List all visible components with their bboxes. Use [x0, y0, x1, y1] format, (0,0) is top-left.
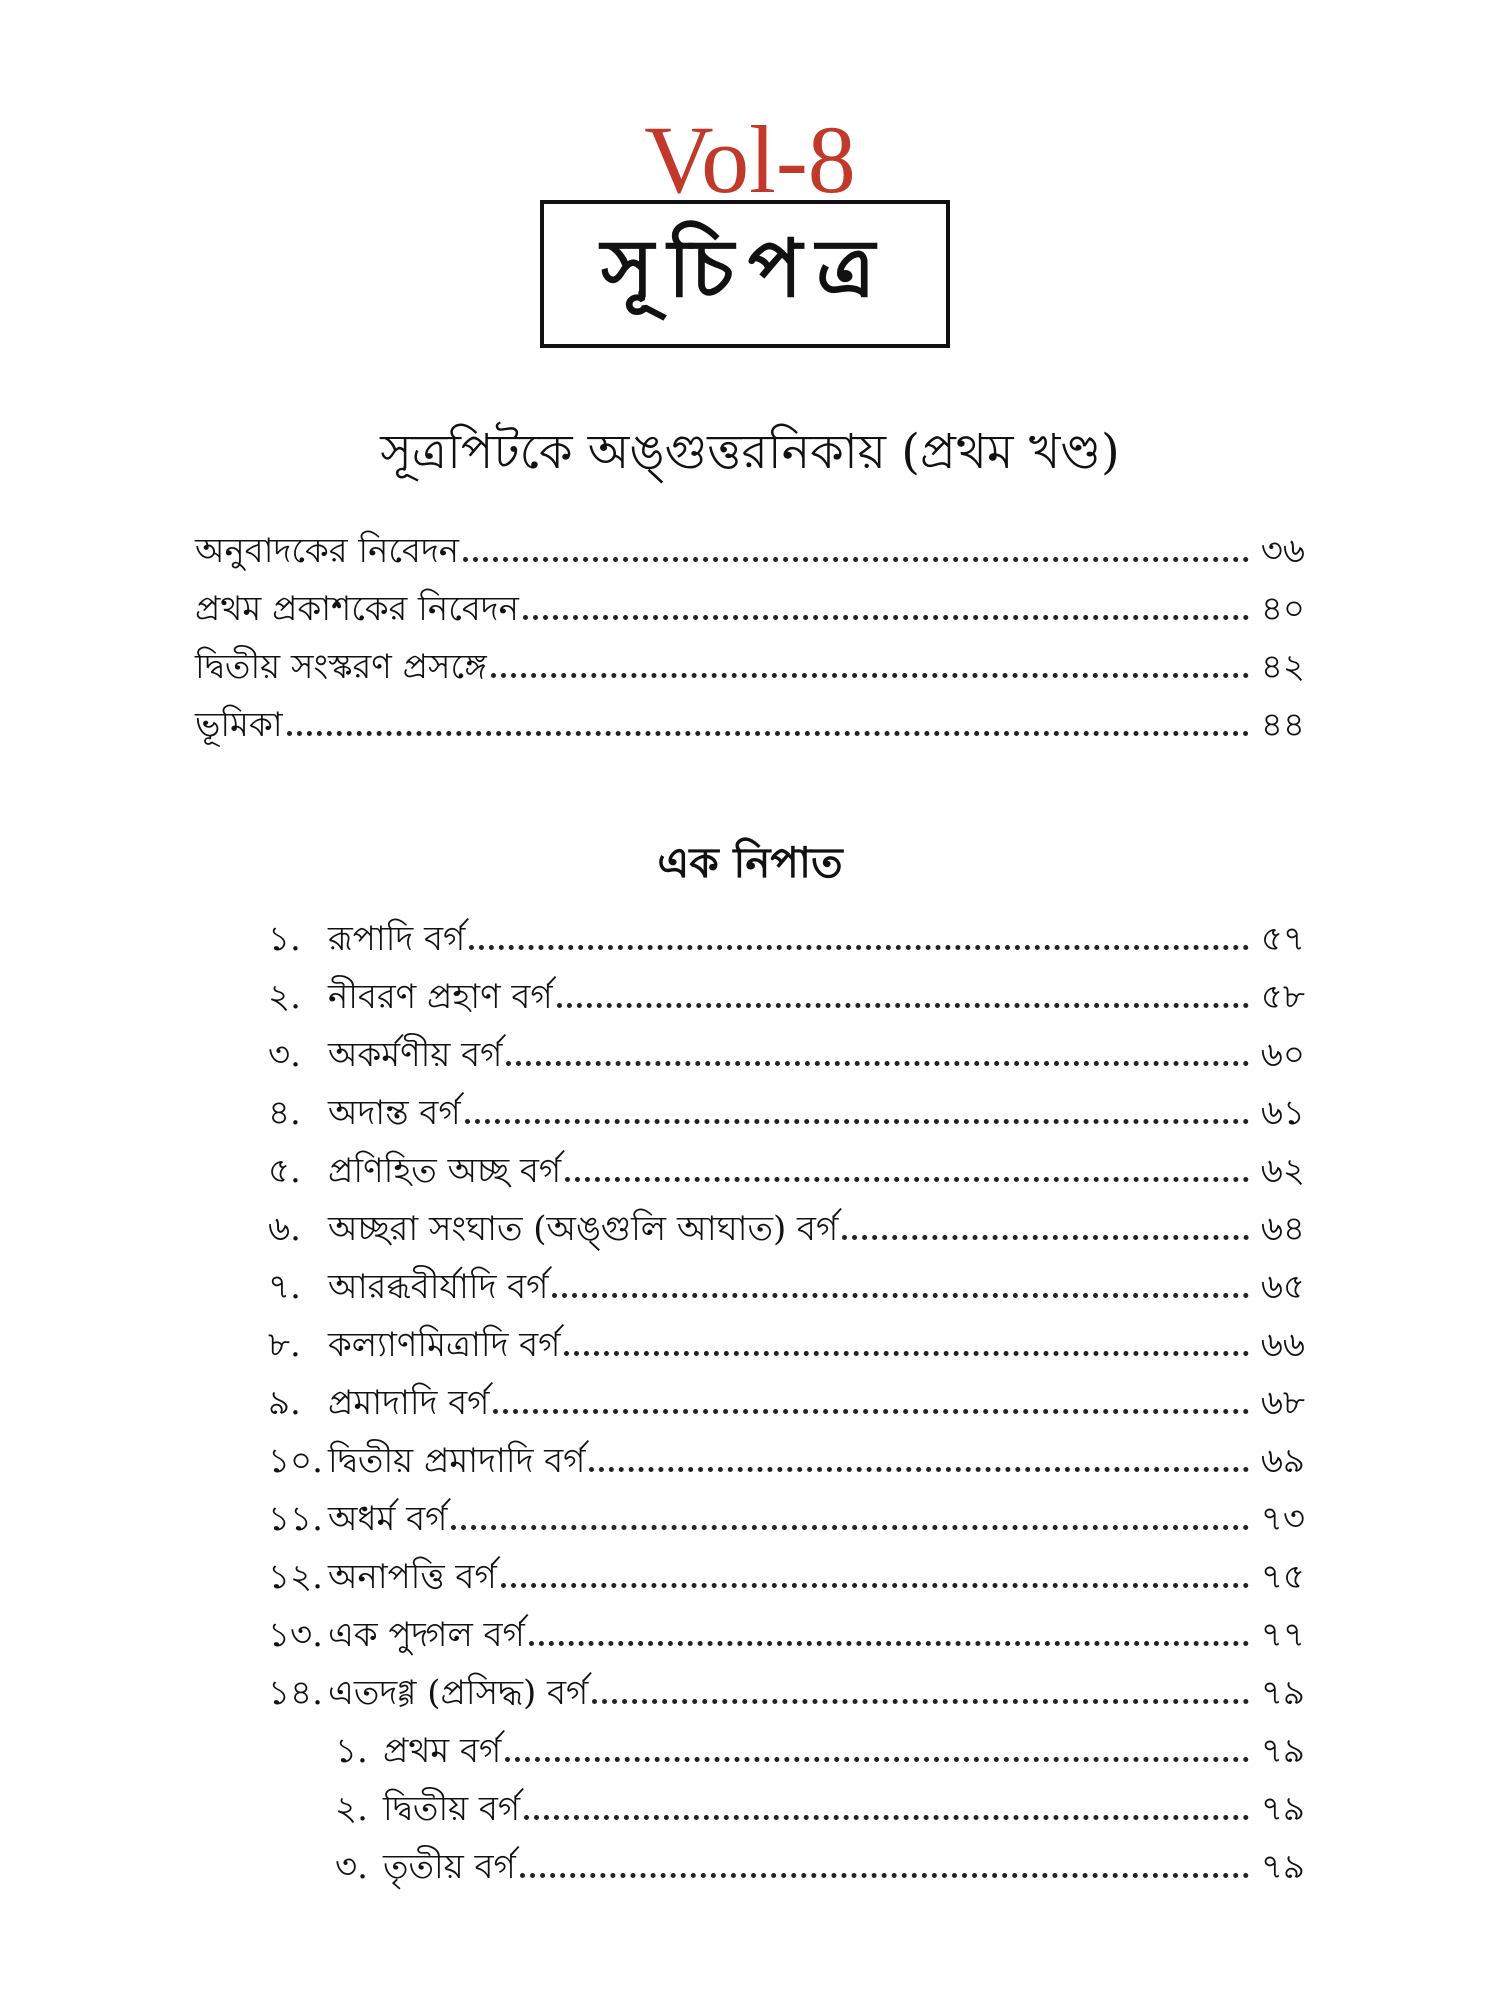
toc-entry-page-number: ৭৯ [1260, 1847, 1305, 1887]
dot-leader [451, 1525, 1249, 1530]
toc-entry-title: প্রমাদাদি বর্গ [328, 1383, 490, 1423]
dot-leader [589, 1467, 1249, 1472]
toc-entry-page-number: ৬৪ [1260, 1209, 1305, 1249]
chapter-entry[interactable] [268, 1084, 1305, 1142]
front-matter-entry[interactable] [195, 696, 1305, 754]
chapter-entry[interactable] [268, 1664, 1305, 1722]
toc-entry-number: ১. [335, 1731, 368, 1771]
toc-entry-number: ৭. [268, 1267, 301, 1307]
front-matter-entry[interactable] [195, 638, 1305, 696]
chapter-entry[interactable] [268, 1432, 1305, 1490]
toc-entry-number: ১০. [268, 1441, 323, 1481]
section-heading: এক নিপাত [657, 838, 843, 887]
chapter-entry[interactable] [268, 1490, 1305, 1548]
toc-entry-title: প্রণিহিত অচ্ছ বর্গ [328, 1151, 562, 1191]
toc-entry-page-number: ৫৮ [1260, 977, 1305, 1017]
toc-entry-number: ১৩. [268, 1615, 323, 1655]
dot-leader [287, 731, 1249, 736]
front-matter-list [195, 522, 1305, 754]
toc-entry-page-number: ৭৫ [1260, 1557, 1305, 1597]
toc-entry-page-number: ৭৭ [1260, 1615, 1305, 1655]
toc-entry-number: ২. [268, 977, 301, 1017]
dot-leader [564, 1351, 1249, 1356]
toc-entry-page-number: ৬২ [1260, 1151, 1305, 1191]
toc-entry-number: ৩. [335, 1847, 368, 1887]
dot-leader [465, 1119, 1249, 1124]
dot-leader [529, 1641, 1249, 1646]
toc-entry-title: এক পুদ্গল বর্গ [328, 1615, 525, 1655]
chapter-entry[interactable] [268, 1026, 1305, 1084]
dot-leader [557, 1003, 1249, 1008]
toc-entry-page-number: ৭৯ [1260, 1731, 1305, 1771]
toc-entry-title: তৃতীয় বর্গ [383, 1847, 516, 1887]
toc-entry-page-number: ৪৪ [1260, 705, 1305, 745]
chapter-entry[interactable] [268, 1606, 1305, 1664]
dot-leader [592, 1699, 1249, 1704]
dot-leader [506, 1061, 1249, 1066]
toc-entry-page-number: ৩৬ [1260, 531, 1305, 571]
toc-entry-page-number: ৬১ [1260, 1093, 1305, 1133]
chapter-entry[interactable] [268, 1258, 1305, 1316]
dot-leader [463, 557, 1249, 562]
toc-entry-title: রূপাদি বর্গ [328, 919, 466, 959]
toc-entry-title: প্রথম প্রকাশকের নিবেদন [195, 589, 519, 629]
toc-entry-number: ১৪. [268, 1673, 323, 1713]
toc-entry-title: দ্বিতীয় বর্গ [383, 1789, 521, 1829]
toc-entry-page-number: ৬০ [1260, 1035, 1305, 1075]
book-heading: সূত্রপিটকে অঙ্গুত্তরনিকায় (প্রথম খণ্ড) [380, 424, 1120, 480]
toc-entry-page-number: ৪২ [1260, 647, 1305, 687]
toc-entry-title: অদান্ত বর্গ [328, 1093, 461, 1133]
dot-leader [491, 673, 1249, 678]
contents-title-box [540, 200, 950, 348]
dot-leader [505, 1757, 1249, 1762]
toc-entry-title: অকর্মণীয় বর্গ [328, 1035, 503, 1075]
toc-entry-title: দ্বিতীয় সংস্করণ প্রসঙ্গে [195, 647, 487, 687]
toc-entry-title: দ্বিতীয় প্রমাদাদি বর্গ [328, 1441, 586, 1481]
toc-entry-page-number: ৬৮ [1260, 1383, 1305, 1423]
toc-entry-title: অচ্ছরা সংঘাত (অঙ্গুলি আঘাত) বর্গ [328, 1209, 839, 1249]
chapter-entry[interactable] [268, 910, 1305, 968]
dot-leader [469, 945, 1249, 950]
toc-entry-page-number: ৬৯ [1260, 1441, 1305, 1481]
toc-entry-page-number: ৭৩ [1260, 1499, 1305, 1539]
toc-entry-number: ৪. [268, 1093, 301, 1133]
toc-entry-number: ২. [335, 1789, 368, 1829]
toc-entry-page-number: ৭৯ [1260, 1673, 1305, 1713]
toc-entry-number: ১২. [268, 1557, 323, 1597]
contents-title: সূচিপত্র [601, 221, 889, 315]
subchapter-list [335, 1722, 1305, 1896]
chapter-entry[interactable] [268, 1142, 1305, 1200]
toc-entry-page-number: ৪০ [1260, 589, 1305, 629]
front-matter-entry[interactable] [195, 522, 1305, 580]
chapter-entry[interactable] [268, 1316, 1305, 1374]
chapter-entry[interactable] [268, 1200, 1305, 1258]
subchapter-entry[interactable] [335, 1780, 1305, 1838]
toc-entry-number: ৫. [268, 1151, 301, 1191]
dot-leader [524, 1815, 1249, 1820]
dot-leader [552, 1293, 1249, 1298]
dot-leader [842, 1235, 1249, 1240]
toc-entry-number: ৩. [268, 1035, 301, 1075]
chapter-list [268, 910, 1305, 1722]
toc-entry-page-number: ৬৫ [1260, 1267, 1305, 1307]
toc-entry-page-number: ৭৯ [1260, 1789, 1305, 1829]
dot-leader [523, 615, 1249, 620]
dot-leader [501, 1583, 1249, 1588]
dot-leader [493, 1409, 1249, 1414]
toc-entry-title: অনুবাদকের নিবেদন [195, 531, 460, 571]
front-matter-entry[interactable] [195, 580, 1305, 638]
toc-entry-page-number: ৬৬ [1260, 1325, 1305, 1365]
toc-entry-title: আরব্ধবীর্যাদি বর্গ [328, 1267, 549, 1307]
toc-entry-title: এতদগ্গ (প্রসিদ্ধ) বর্গ [328, 1673, 589, 1713]
toc-entry-title: প্রথম বর্গ [383, 1731, 502, 1771]
toc-entry-number: ১. [268, 919, 301, 959]
dot-leader [520, 1873, 1249, 1878]
toc-entry-page-number: ৫৭ [1260, 919, 1305, 959]
subchapter-entry[interactable] [335, 1722, 1305, 1780]
toc-entry-number: ৯. [268, 1383, 301, 1423]
toc-entry-title: নীবরণ প্রহাণ বর্গ [328, 977, 553, 1017]
chapter-entry[interactable] [268, 1374, 1305, 1432]
toc-entry-number: ১১. [268, 1499, 323, 1539]
toc-entry-title: ভূমিকা [195, 705, 283, 745]
subchapter-entry[interactable] [335, 1838, 1305, 1896]
toc-entry-title: অধর্ম বর্গ [328, 1499, 448, 1539]
toc-entry-number: ৬. [268, 1209, 301, 1249]
dot-leader [565, 1177, 1249, 1182]
toc-entry-title: কল্যাণমিত্রাদি বর্গ [328, 1325, 561, 1365]
toc-entry-title: অনাপত্তি বর্গ [328, 1557, 497, 1597]
toc-entry-number: ৮. [268, 1325, 301, 1365]
chapter-entry[interactable] [268, 968, 1305, 1026]
volume-label: Vol-8 [644, 106, 856, 213]
chapter-entry[interactable] [268, 1548, 1305, 1606]
